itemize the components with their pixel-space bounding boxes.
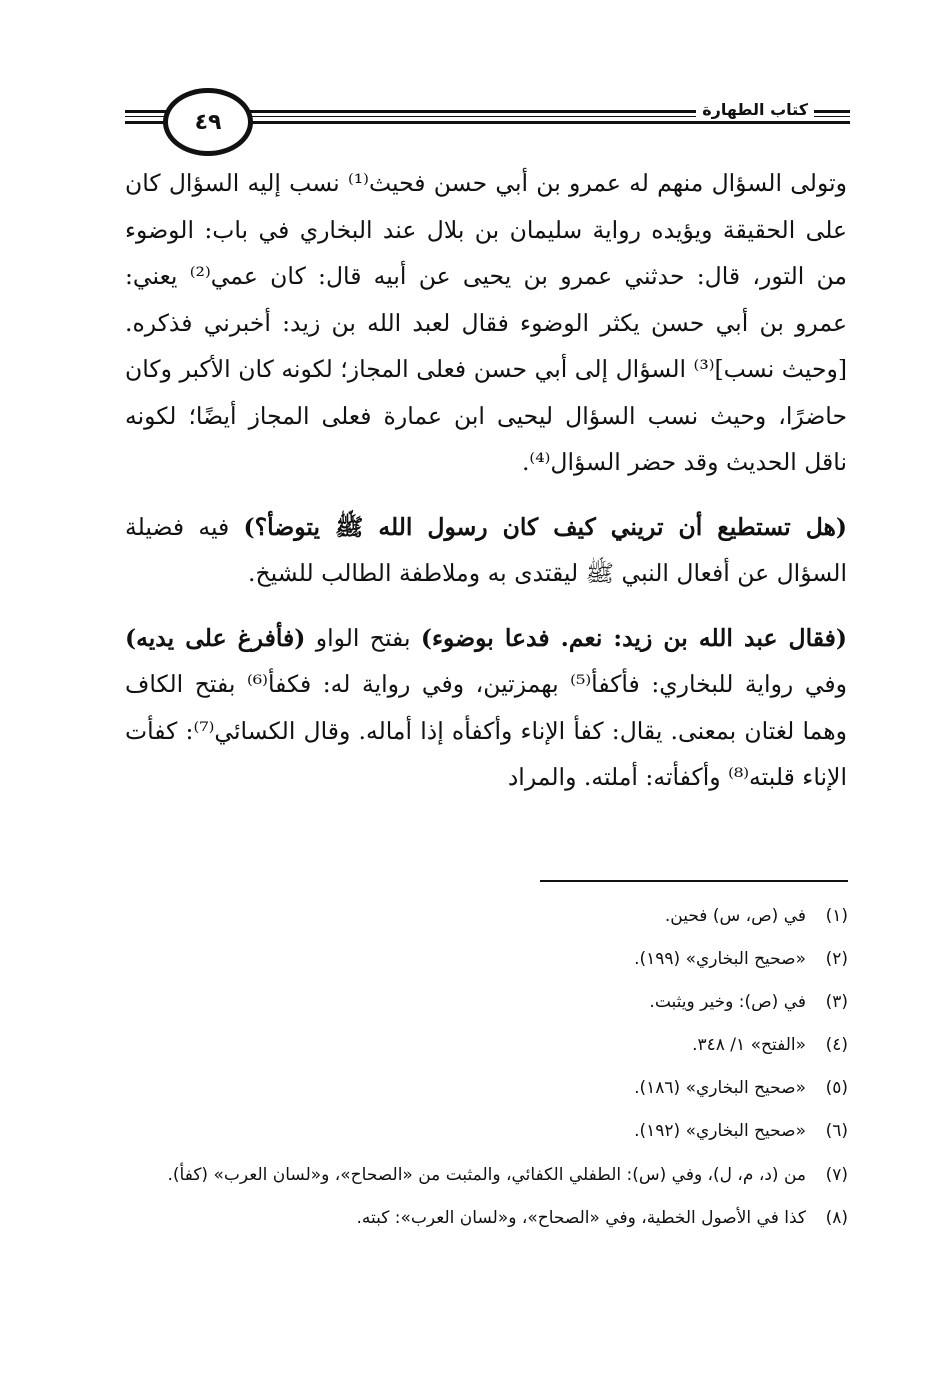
footnote-item <box>120 1197 848 1240</box>
footnote-item <box>120 938 848 981</box>
commentary-text: فيه فضيلة السؤال عن أفعال النبي ﷺ ليقتدى به وملاطفة الطالب للشيخ. <box>125 512 847 587</box>
footnote-number: (٦) <box>825 1121 848 1141</box>
footnote-text: كذا في الأصول الخطية، وفي «الصحاح»، و«لسان العرب»: كبته. <box>356 1208 806 1228</box>
hadith-quote: (هل تستطيع أن تريني كيف كان رسول الله ﷺ يتوضأ؟) <box>243 512 848 541</box>
footnote-item <box>120 1157 848 1193</box>
footnote-number: (٢) <box>825 949 848 969</box>
footnote-item <box>120 1024 848 1067</box>
footnote-text: «صحيح البخاري» (١٩٩). <box>634 949 806 969</box>
footnote-number: (٣) <box>825 992 848 1012</box>
footnote-text: «صحيح البخاري» (١٨٦). <box>634 1078 806 1098</box>
commentary-text: وفي رواية للبخاري: فأكفأ⁽⁵⁾ بهمزتين، وفي رواية له: فكفأ⁽⁶⁾ بفتح الكاف وهما لغتان بمعنى. يقال: كفأ الإناء وأكفأه إذا أماله. وقال الكسائي⁽⁷⁾: كفأت الإناء قلبته⁽⁸⁾ وأكفأته: أملته. والمراد <box>125 670 847 791</box>
page-header <box>125 80 850 150</box>
footnote-text: «الفتح» ١/ ٣٤٨. <box>692 1035 806 1055</box>
footnote-number: (٧) <box>825 1165 848 1185</box>
footnote-text: في (ص، س) فحين. <box>664 906 806 926</box>
footnote-text: في (ص): وخير ويثبت. <box>649 992 806 1012</box>
footnote-number: (٨) <box>825 1208 848 1228</box>
main-text <box>125 160 847 801</box>
footnote-item <box>120 895 848 938</box>
paragraph-3 <box>125 615 847 801</box>
commentary-text: بفتح الواو <box>305 623 421 652</box>
footnotes <box>120 895 848 1240</box>
footnote-item <box>120 981 848 1024</box>
page-number: ٤٩ <box>163 88 253 156</box>
paragraph-1: وتولى السؤال منهم له عمرو بن أبي حسن فحيث⁽¹⁾ نسب إليه السؤال كان على الحقيقة ويؤيده رواية سليمان بن بلال عند البخاري في باب: الوضوء من التور، قال: حدثني عمرو بن يحيى عن أبيه قال: كان عمي⁽²⁾ يعني: عمرو بن أبي حسن يكثر الوضوء فقال لعبد الله بن زيد: أخبرني فذكره. [وحيث نسب]⁽³⁾ السؤال إلى أبي حسن فعلى المجاز؛ لكونه كان الأكبر وكان حاضرًا، وحيث نسب السؤال ليحيى ابن عمارة فعلى المجاز أيضًا؛ لكونه ناقل الحديث وقد حضر السؤال⁽⁴⁾. <box>125 169 847 476</box>
footnote-separator <box>540 880 848 882</box>
footnote-item <box>120 1067 848 1110</box>
footnote-item <box>120 1110 848 1153</box>
footnote-text: من (د، م، ل)، وفي (س): الطفلي الكفائي، والمثبت من «الصحاح»، و«لسان العرب» (كفأ). <box>167 1165 806 1185</box>
footnote-number: (١) <box>825 906 848 926</box>
running-title: كتاب الطهارة <box>696 100 814 119</box>
footnote-text: «صحيح البخاري» (١٩٢). <box>634 1121 806 1141</box>
hadith-quote: (فأفرغ على يديه) <box>125 623 306 652</box>
footnote-number: (٤) <box>825 1035 848 1055</box>
hadith-quote: (فقال عبد الله بن زيد: نعم. فدعا بوضوء) <box>420 623 847 652</box>
footnote-number: (٥) <box>825 1078 848 1098</box>
paragraph-2 <box>125 504 847 597</box>
